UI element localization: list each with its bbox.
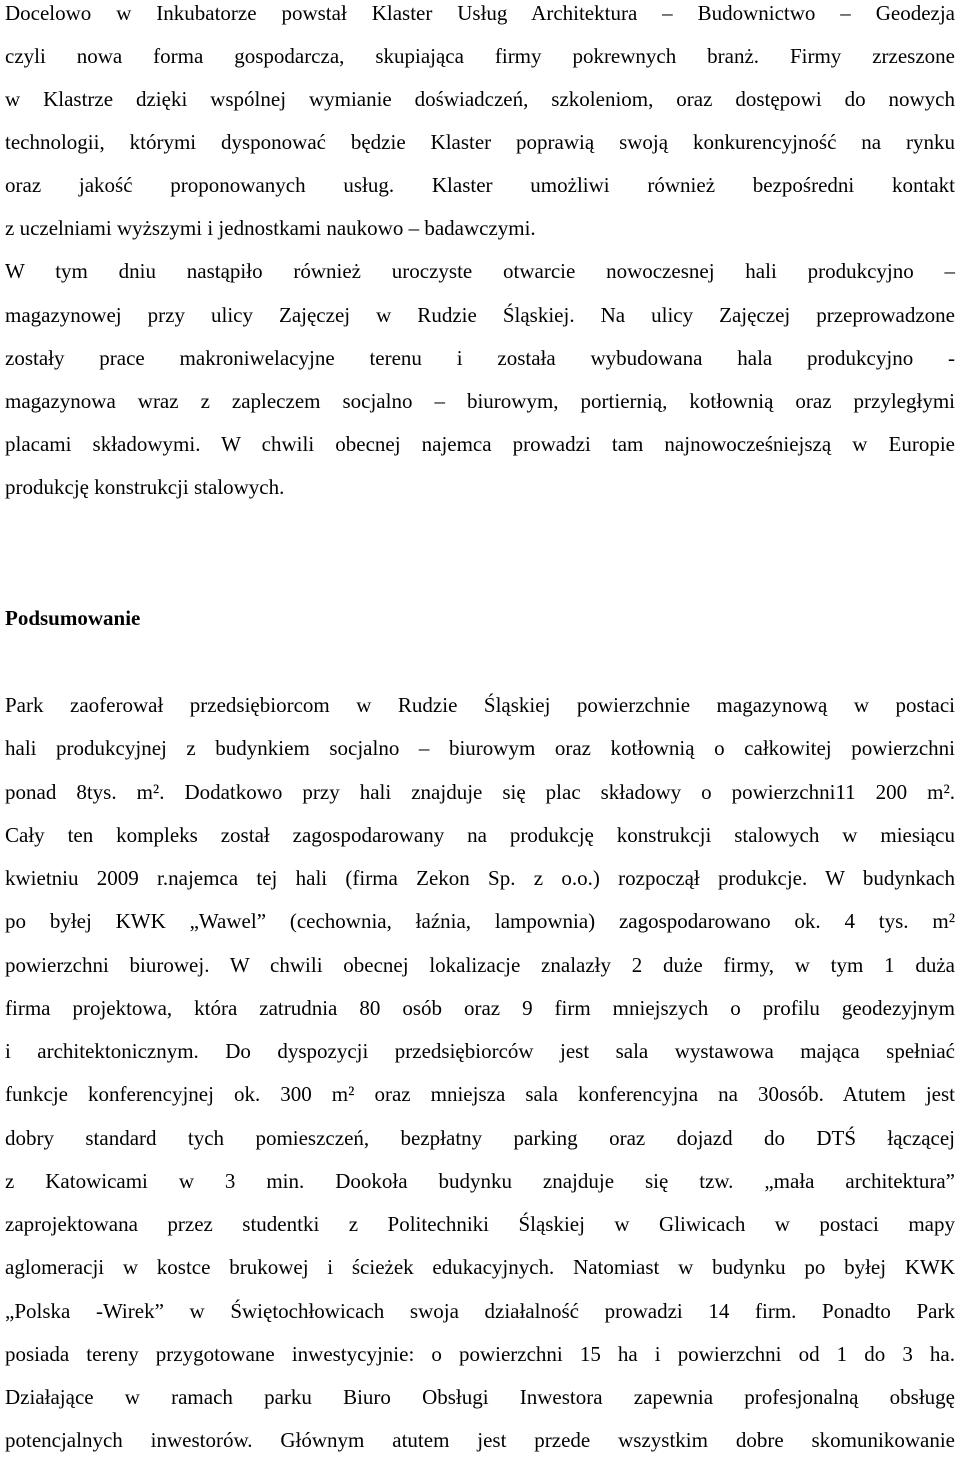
text-line: aglomeracji w kostce brukowej i ścieżek edukacyjnych. Natomiast w budynku po byłej KWK — [5, 1255, 955, 1279]
text-line: z uczelniami wyższymi i jednostkami naukowo – badawczymi. — [5, 216, 536, 240]
text-line: hali produkcyjnej z budynkiem socjalno – biurowym oraz kotłownią o całkowitej powierzchni — [5, 736, 955, 760]
text-line: placami składowymi. W chwili obecnej najemca prowadzi tam najnowocześniejszą w Europie — [5, 432, 955, 456]
text-line: i architektonicznym. Do dyspozycji przedsiębiorców jest sala wystawowa mająca spełniać — [5, 1039, 955, 1063]
text-line: Cały ten kompleks został zagospodarowany na produkcję konstrukcji stalowych w miesiącu — [5, 823, 955, 847]
text-line: ponad 8tys. m². Dodatkowo przy hali znajduje się plac składowy o powierzchni11 200 m². — [5, 780, 955, 804]
text-line: potencjalnych inwestorów. Głównym atutem jest przede wszystkim dobre skomunikowanie — [5, 1428, 955, 1452]
text-line: z Katowicami w 3 min. Dookoła budynku znajduje się tzw. „mała architektura” — [5, 1169, 955, 1193]
text-line: magazynowa wraz z zapleczem socjalno – biurowym, portiernią, kotłownią oraz przyległymi — [5, 389, 955, 413]
text-line: funkcje konferencyjnej ok. 300 m² oraz mniejsza sala konferencyjna na 30osób. Atutem jest — [5, 1082, 955, 1106]
text-line: kwietniu 2009 r.najemca tej hali (firma Zekon Sp. z o.o.) rozpoczął produkcje. W budynkach — [5, 866, 955, 890]
text-line: W tym dniu nastąpiło również uroczyste otwarcie nowoczesnej hali produkcyjno – — [5, 259, 955, 283]
text-line: zaprojektowana przez studentki z Politechniki Śląskiej w Gliwicach w postaci mapy — [5, 1212, 955, 1236]
text-line: Działające w ramach parku Biuro Obsługi Inwestora zapewnia profesjonalną obsługę — [5, 1385, 955, 1409]
text-line: po byłej KWK „Wawel” (cechownia, łaźnia, lampownia) zagospodarowano ok. 4 tys. m² — [5, 909, 955, 933]
text-line: powierzchni biurowej. W chwili obecnej lokalizacje znalazły 2 duże firmy, w tym 1 duża — [5, 953, 955, 977]
section-heading: Podsumowanie — [5, 606, 141, 630]
text-line: w Klastrze dzięki wspólnej wymianie doświadczeń, szkoleniom, oraz dostępowi do nowych — [5, 87, 955, 111]
text-line: technologii, którymi dysponować będzie Klaster poprawią swoją konkurencyjność na rynku — [5, 130, 955, 154]
text-line: firma projektowa, która zatrudnia 80 osób oraz 9 firm mniejszych o profilu geodezyjnym — [5, 996, 955, 1020]
text-line: zostały prace makroniwelacyjne terenu i została wybudowana hala produkcyjno - — [5, 346, 955, 370]
text-line: dobry standard tych pomieszczeń, bezpłatny parking oraz dojazd do DTŚ łączącej — [5, 1126, 955, 1150]
text-line: „Polska -Wirek” w Świętochłowicach swoja działalność prowadzi 14 firm. Ponadto Park — [5, 1299, 955, 1323]
text-line: czyli nowa forma gospodarcza, skupiająca firmy pokrewnych branż. Firmy zrzeszone — [5, 44, 955, 68]
text-line: oraz jakość proponowanych usług. Klaster umożliwi również bezpośredni kontakt — [5, 173, 955, 197]
text-line: produkcję konstrukcji stalowych. — [5, 475, 285, 499]
text-line: Park zaoferował przedsiębiorcom w Rudzie Śląskiej powierzchnie magazynową w postaci — [5, 693, 955, 717]
text-line: Docelowo w Inkubatorze powstał Klaster Usług Architektura – Budownictwo – Geodezja — [5, 1, 955, 25]
text-line: magazynowej przy ulicy Zajęczej w Rudzie Śląskiej. Na ulicy Zajęczej przeprowadzone — [5, 303, 955, 327]
text-line: posiada tereny przygotowane inwestycyjnie: o powierzchni 15 ha i powierzchni od 1 do 3 ha. — [5, 1342, 955, 1366]
